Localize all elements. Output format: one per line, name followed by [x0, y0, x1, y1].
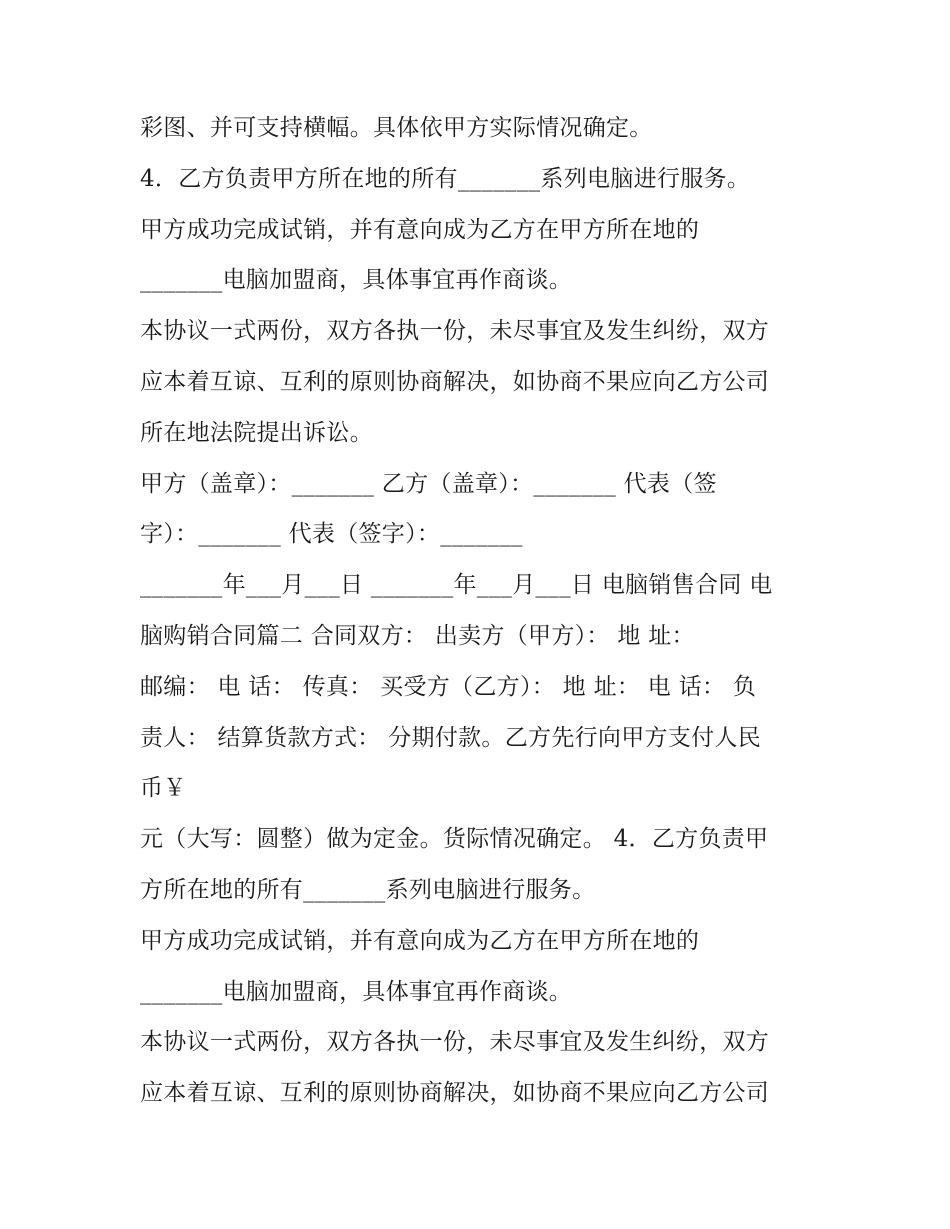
text-line: 币￥ — [140, 775, 187, 802]
text-line: _______电脑加盟商，具体事宜再作商谈。 — [140, 978, 573, 1005]
text-line: 元（大写：圆整）做为定金。货际情况确定。 4．乙方负责甲 — [140, 826, 769, 853]
text-line: 方所在地的所有_______系列电脑进行服务。 — [140, 876, 596, 903]
text-line: 4．乙方负责甲方所在地的所有_______系列电脑进行服务。 — [140, 165, 751, 192]
text-line: 应本着互谅、互利的原则协商解决，如协商不果应向乙方公司 — [140, 368, 770, 395]
text-line: 本协议一式两份，双方各执一份，未尽事宜及发生纠纷，双方 — [140, 318, 770, 345]
text-line: 本协议一式两份，双方各执一份，未尽事宜及发生纠纷，双方 — [140, 1029, 770, 1056]
text-line: 脑购销合同篇二 合同双方： 出卖方（甲方）： 地 址： — [140, 622, 695, 649]
signature-line: 字）：_______ 代表（签字）：_______ — [140, 521, 523, 548]
text-line: 责人： 结算货款方式： 分期付款。乙方先行向甲方支付人民 — [140, 724, 762, 751]
text-line: 邮编： 电 话： 传真： 买受方（乙方）： 地 址： 电 话： 负 — [140, 673, 757, 700]
text-line: _______电脑加盟商，具体事宜再作商谈。 — [140, 267, 573, 294]
text-line: 甲方成功完成试销，并有意向成为乙方在甲方所在地的 — [140, 216, 700, 243]
date-line: _______年___月___日 _______年___月___日 电脑销售合同 电 — [140, 572, 773, 599]
contract-body-text — [140, 103, 820, 1119]
text-line: 应本着互谅、互利的原则协商解决，如协商不果应向乙方公司 — [140, 1080, 770, 1107]
text-line: 所在地法院提出诉讼。 — [140, 419, 373, 446]
text-line: 彩图、并可支持横幅。具体依甲方实际情况确定。 — [140, 115, 653, 141]
signature-line: 甲方（盖章）：_______ 乙方（盖章）：_______ 代表（签 — [140, 470, 717, 497]
text-line: 甲方成功完成试销，并有意向成为乙方在甲方所在地的 — [140, 927, 700, 954]
